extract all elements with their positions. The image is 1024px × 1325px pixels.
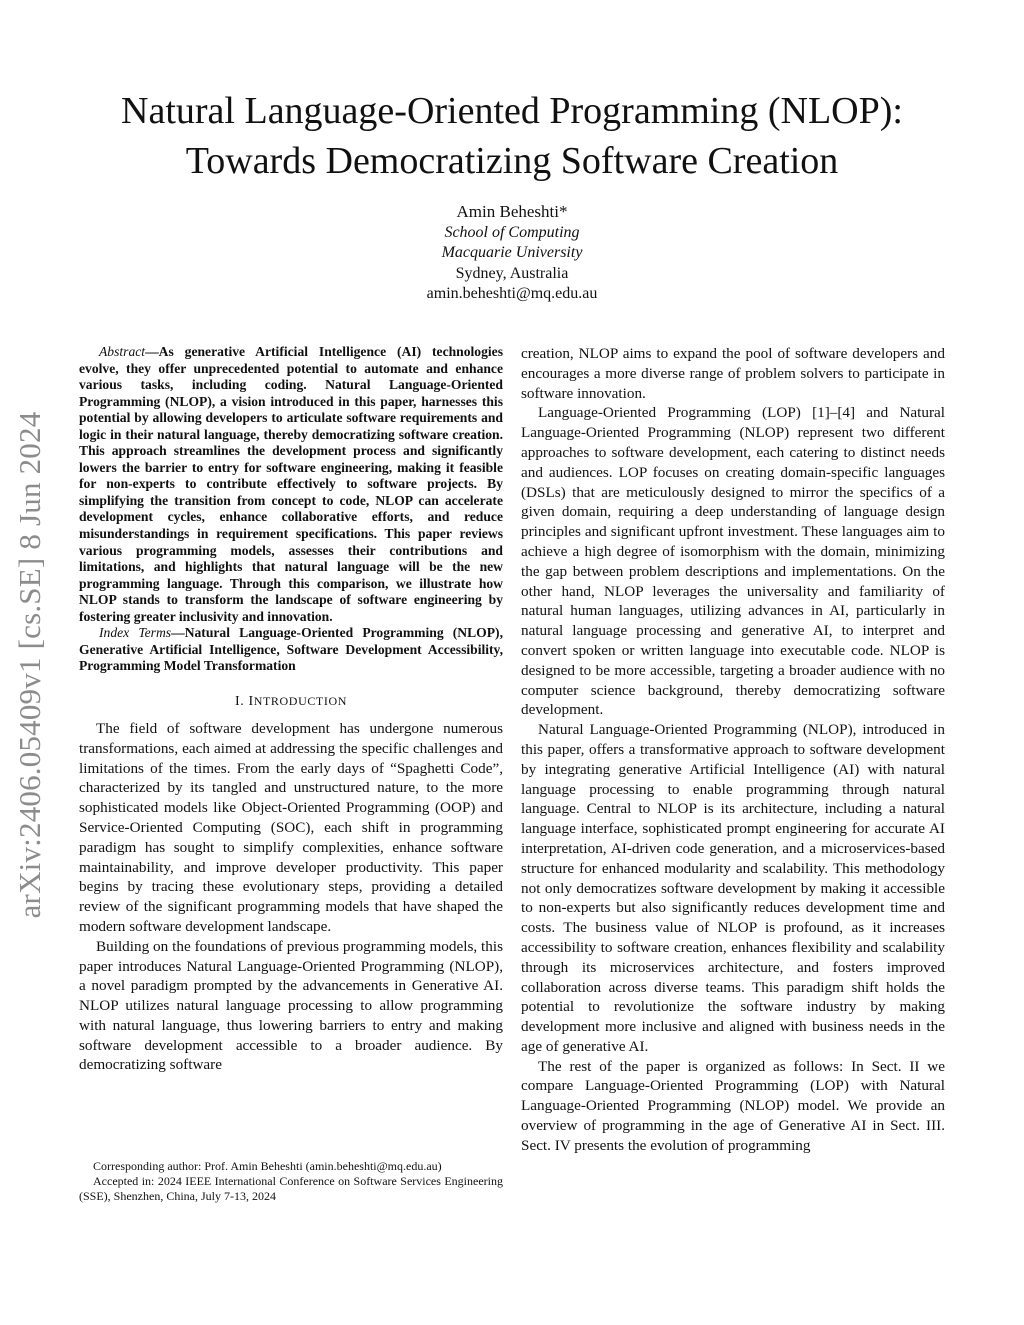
author-location: Sydney, Australia xyxy=(455,264,569,282)
paragraph: creation, NLOP aims to expand the pool of software developers and encourages a more diverse range of problem solvers to participate in software innovation. xyxy=(521,345,945,402)
paragraph: Building on the foundations of previous programming models, this paper introduces Natural Language-Oriented Programming (NLOP), a novel paradigm prompted by the advancements in Generative AI. NLOP utilizes natural language processing to allow programming with natural language, thus lowering barriers to entry and making software development accessible to a broader audience. By democratizing software xyxy=(79,937,503,1074)
author-email[interactable]: amin.beheshti@mq.edu.au xyxy=(426,285,598,303)
footnote-corresponding: Corresponding author: Prof. Amin Beheshti (amin.beheshti@mq.edu.au) xyxy=(93,1159,442,1173)
index-terms-text: —Natural Language-Oriented Programming (NLOP), Generative Artificial Intelligence, Software Development Accessibility, Programming Model Transformation xyxy=(79,625,503,674)
section-initial: I xyxy=(248,693,254,709)
abstract-label: Abstract xyxy=(99,344,146,359)
section-heading-introduction xyxy=(79,692,503,711)
author-block xyxy=(312,202,712,305)
arxiv-id: arXiv:2406.05409v1 [cs.SE] 8 Jun 2024 xyxy=(12,411,47,919)
abstract-text: —As generative Artificial Intelligence (AI) technologies evolve, they offer unprecedented potential to automate and enhance various tasks, including coding. Natural Language-Oriented Programming (NLOP), a vision introduced in this paper, harnesses this potential by allowing developers to articulate software requirements and logic in their natural language, thereby democratizing software creation. This approach streamlines the development process and significantly lowers the barrier to entry for software engineering, making it feasible for non-experts to contribute effectively to software projects. By simplifying the transition from concept to code, NLOP can accelerate development cycles, enhance collaborative efforts, and reduce misunderstandings in requirement specifications. This paper reviews various programming models, assesses their contributions and limitations, and highlights that natural language will be the new programming language. Through this comparison, we illustrate how NLOP stands to transform the landscape of software engineering by fostering greater inclusivity and innovation. xyxy=(79,344,503,624)
footnotes xyxy=(79,1159,503,1205)
section-number: I. xyxy=(235,693,249,709)
index-terms xyxy=(79,625,503,675)
section-title-rest: NTRODUCTION xyxy=(253,693,347,708)
footnote-accepted: Accepted in: 2024 IEEE International Conference on Software Services Engineering (SSE), Shenzhen, China, July 7-13, 2024 xyxy=(79,1174,503,1204)
title-line-1: Natural Language-Oriented Programming (NLOP): xyxy=(121,90,903,132)
left-column xyxy=(79,344,503,1075)
paragraph: Natural Language-Oriented Programming (NLOP), introduced in this paper, offers a transformative approach to software development by integrating generative Artificial Intelligence (AI) with natural language processing to enable programming through natural language. Central to NLOP is its architecture, including a natural language interface, sophisticated prompt engineering for accurate AI interpretation, AI-driven code generation, and a microservices-based structure for enhanced modularity and scalability. This methodology not only democratizes software development by making it accessible to non-experts but also significantly reduces development time and costs. The business value of NLOP is profound, as it increases accessibility to software creation, enhances flexibility and scalability through its microservices architecture, and fosters improved collaboration across diverse teams. This paradigm shift holds the potential to revolutionize the software industry by making development more inclusive and aligned with business needs in the age of generative AI. xyxy=(521,721,945,1055)
paragraph: The rest of the paper is organized as follows: In Sect. II we compare Language-Oriented Programming (LOP) with Natural Language-Oriented Programming (NLOP) model. We provide an overview of programming in the age of Generative AI in Sect. III. Sect. IV presents the evolution of programming xyxy=(521,1057,945,1154)
title-line-2: Towards Democratizing Software Creation xyxy=(185,140,839,182)
index-terms-label: Index Terms xyxy=(99,625,172,641)
paper-title xyxy=(40,86,984,186)
paragraph: Language-Oriented Programming (LOP) [1]–[4] and Natural Language-Oriented Programming (NLOP) represent two different approaches to software development, each catering to distinct needs and audiences. LOP focuses on creating domain-specific languages (DSLs) that are meticulously designed to mirror the specifics of a given domain, requiring a deep understanding of language design principles and significant upfront investment. These languages aim to achieve a high degree of isomorphism with the domain, minimizing the gap between problem descriptions and implementations. On the other hand, NLOP leverages the universality and familiarity of natural human languages, utilizing advances in AI, particularly in natural language processing and generative AI, to interpret and convert spoken or written language into executable code. NLOP is designed to be more accessible, targeting a broader audience with no computer science background, thereby democratizing software development. xyxy=(521,404,945,719)
abstract xyxy=(79,344,503,625)
author-name: Amin Beheshti* xyxy=(456,202,568,221)
paragraph: The field of software development has undergone numerous transformations, each aimed at addressing the specific challenges and limitations of the times. From the early days of “Spaghetti Code”, characterized by its tangled and unstructured nature, to the more sophisticated models like Object-Oriented Programming (OOP) and Service-Oriented Computing (SOC), each shift in programming paradigm has sought to simplify complexities, enhance software maintainability, and improve developer productivity. This paper begins by tracing these evolutionary steps, providing a detailed review of the significant programming models that have shaped the modern software development landscape. xyxy=(79,719,503,935)
author-department: School of Computing xyxy=(444,223,580,241)
right-column xyxy=(521,344,945,1156)
arxiv-stamp xyxy=(4,370,56,960)
author-institution: Macquarie University xyxy=(441,244,583,262)
